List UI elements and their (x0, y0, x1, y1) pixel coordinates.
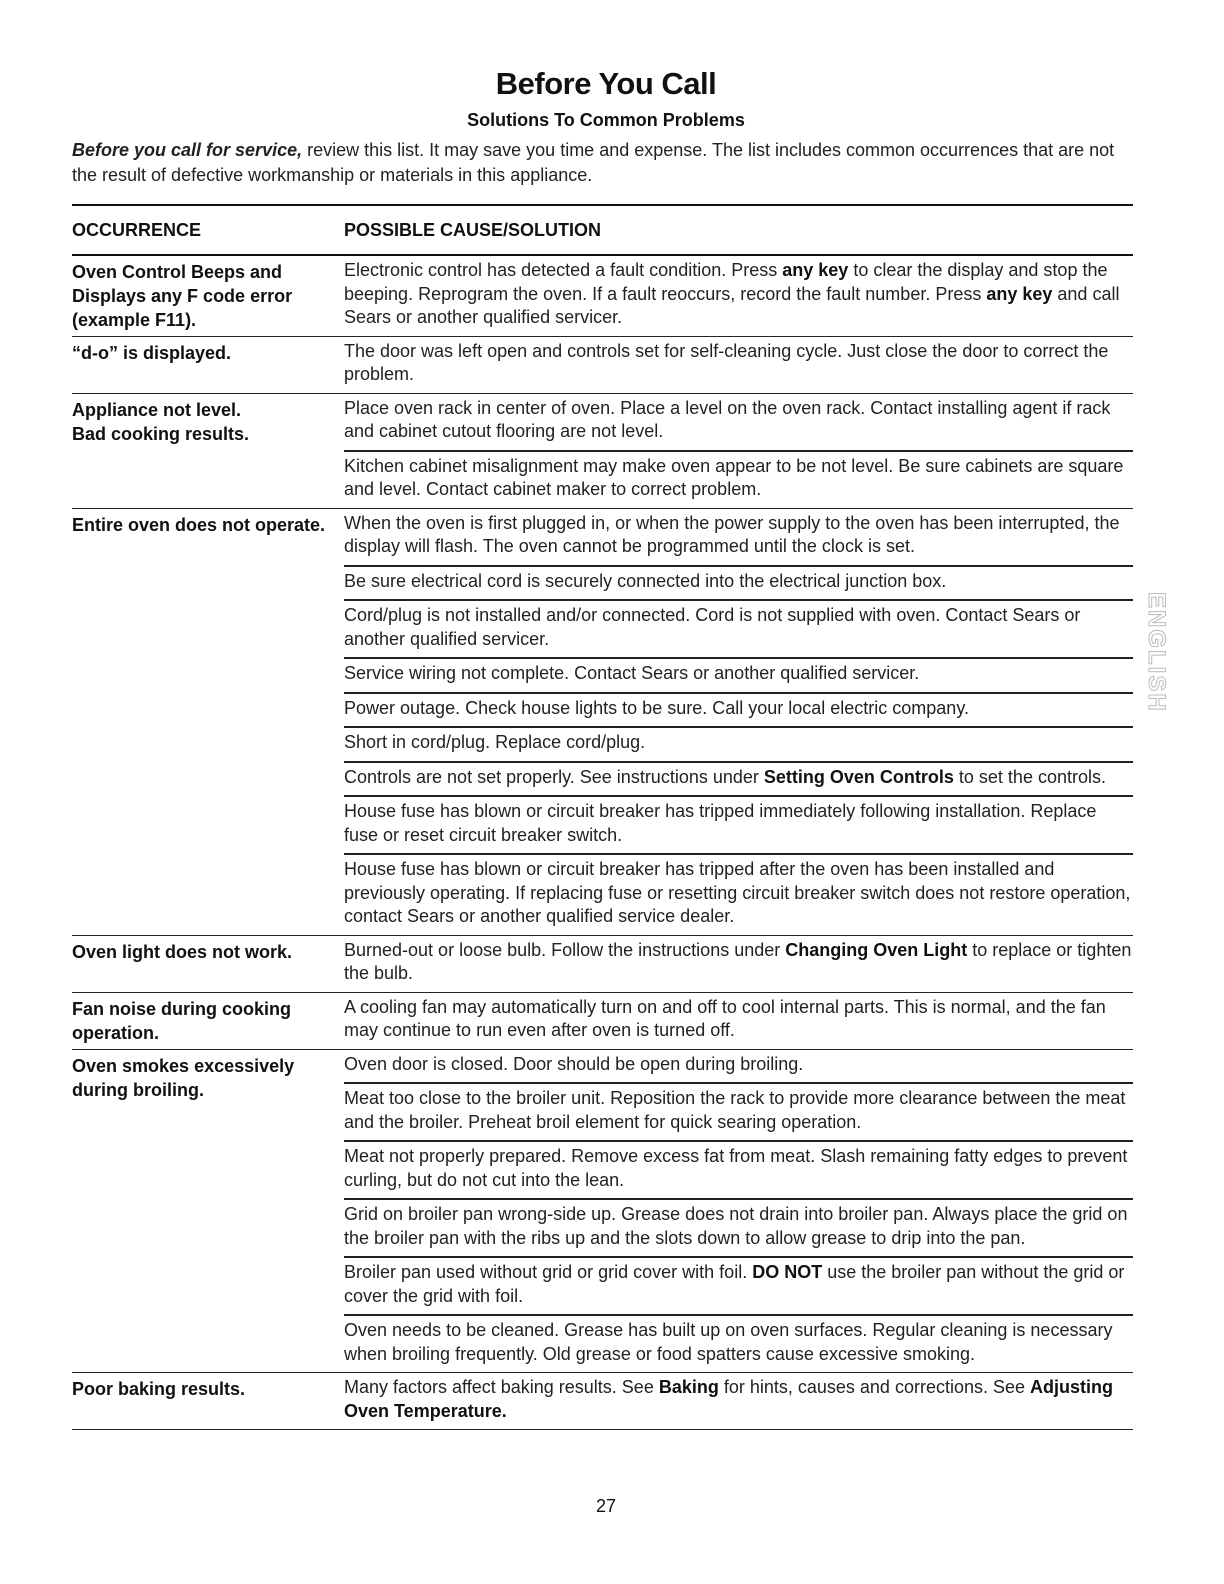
solution-emphasis: Setting Oven Controls (763, 766, 954, 787)
solutions-cell (344, 394, 1133, 508)
table-row (72, 1373, 1133, 1430)
table-row (72, 337, 1133, 394)
solution-text: Broiler pan used without grid or grid cover with foil. DO NOT use the broiler pan without the grid or cover the grid with foil. (344, 1256, 1133, 1314)
occurrence-cell: Entire oven does not operate. (72, 514, 326, 535)
solution-text: Cord/plug is not installed and/or connected. Cord is not supplied with oven. Contact Sears or another qualified servicer. (344, 599, 1133, 657)
table-row (72, 256, 1133, 337)
occurrence-cell: Oven Control Beeps and Displays any F code error (example F11). (72, 262, 293, 330)
solution-emphasis: any key (782, 260, 849, 280)
solution-text: Place oven rack in center of oven. Place a level on the oven rack. Contact installing agent if rack and cabinet cutout flooring are not level. (344, 397, 1111, 441)
solution-emphasis: Baking (658, 1377, 719, 1397)
table-row (72, 1050, 1133, 1374)
occurrence-cell: Appliance not level. Bad cooking results. (72, 399, 250, 444)
solution-text: The door was left open and controls set for self-cleaning cycle. Just close the door to correct the problem. (344, 340, 1109, 384)
solution-text: Burned-out or loose bulb. Follow the instructions under Changing Oven Light to replace or tighten the bulb. (344, 939, 1132, 983)
solution-text: Kitchen cabinet misalignment may make oven appear to be not level. Be sure cabinets are square and level. Contact cabinet maker to correct problem. (344, 450, 1133, 508)
solutions-cell (344, 1050, 1133, 1373)
solution-emphasis: DO NOT (752, 1262, 823, 1282)
solution-emphasis: Changing Oven Light (785, 939, 968, 960)
column-header-occurrence: OCCURRENCE (72, 219, 202, 240)
solution-text: Controls are not set properly. See instructions under Setting Oven Controls to set the controls. (344, 761, 1133, 796)
intro-text: review this list. It may save you time and expense. The list includes common occurrences that are not the result of defective workmanship or materials in this appliance. (72, 140, 1115, 185)
solution-text: Grid on broiler pan wrong-side up. Grease does not drain into broiler pan. Always place the grid on the broiler pan with the ribs up and the slots down to allow grease to drip into the pan. (344, 1198, 1133, 1256)
solution-text: House fuse has blown or circuit breaker has tripped immediately following installation. Replace fuse or reset circuit breaker switch. (344, 795, 1133, 853)
table-row (72, 936, 1133, 993)
solution-text: Meat not properly prepared. Remove excess fat from meat. Slash remaining fatty edges to prevent curling, but do not cut into the lean. (344, 1140, 1133, 1198)
occurrence-cell: Poor baking results. (72, 1379, 246, 1399)
solution-text: Many factors affect baking results. See Baking for hints, causes and corrections. See Adjusting Oven Temperature. (344, 1377, 1114, 1421)
solution-text: Short in cord/plug. Replace cord/plug. (344, 726, 1133, 761)
occurrence-cell: Oven smokes excessively during broiling. (72, 1055, 295, 1100)
column-header-solution: POSSIBLE CAUSE/SOLUTION (344, 219, 602, 240)
table-row (72, 509, 1133, 936)
solutions-cell (344, 1373, 1133, 1429)
occurrence-cell: Oven light does not work. (72, 941, 293, 962)
solutions-cell (344, 256, 1133, 336)
table-row (72, 394, 1133, 509)
solution-emphasis: any key (986, 283, 1053, 304)
solutions-cell (344, 337, 1133, 393)
solution-text: Oven needs to be cleaned. Grease has built up on oven surfaces. Regular cleaning is necessary when broiling frequently. Old grease or food spatters cause excessive smoking. (344, 1314, 1133, 1372)
solution-text: Oven door is closed. Door should be open during broiling. (344, 1053, 804, 1074)
intro-lead: Before you call for service, (72, 140, 303, 160)
solutions-cell (344, 993, 1133, 1049)
solution-text: Be sure electrical cord is securely connected into the electrical junction box. (344, 565, 1133, 600)
solution-text: When the oven is first plugged in, or when the power supply to the oven has been interrupted, the display will flash. The oven cannot be programmed until the clock is set. (344, 512, 1120, 556)
solutions-cell (344, 936, 1133, 992)
solution-text: Meat too close to the broiler unit. Reposition the rack to provide more clearance between the meat and the broiler. Preheat broil element for quick searing operation. (344, 1082, 1133, 1140)
solution-text: A cooling fan may automatically turn on and off to cool internal parts. This is normal, and the fan may continue to run even after oven is turned off. (344, 996, 1106, 1040)
solution-emphasis: Adjusting Oven Temperature. (344, 1377, 1114, 1421)
occurrence-cell: “d-o” is displayed. (72, 342, 232, 363)
table-body (72, 256, 1133, 1430)
solution-text: House fuse has blown or circuit breaker has tripped after the oven has been installed and previously operating. If replacing fuse or resetting circuit breaker switch does not restore operation, contact Sears or another qualified service dealer. (344, 853, 1133, 935)
solution-text: Power outage. Check house lights to be sure. Call your local electric company. (344, 692, 1133, 727)
solution-text: Service wiring not complete. Contact Sears or another qualified servicer. (344, 657, 1133, 692)
troubleshooting-table (72, 204, 1133, 1430)
intro-paragraph (72, 138, 1137, 187)
solutions-cell (344, 509, 1133, 935)
page-title: Before You Call (495, 66, 717, 101)
solution-text: Electronic control has detected a fault condition. Press any key to clear the display and stop the beeping. Reprogram the oven. If a fault reoccurs, record the fault number. Press any key and call Sears or another qualified servicer. (344, 260, 1120, 327)
table-row (72, 993, 1133, 1050)
table-header (72, 204, 1133, 256)
language-side-tab: ENGLISH (1143, 592, 1170, 713)
page-subtitle: Solutions To Common Problems (467, 110, 745, 130)
occurrence-cell: Fan noise during cooking operation. (72, 998, 292, 1043)
page-number: 27 (595, 1496, 617, 1516)
